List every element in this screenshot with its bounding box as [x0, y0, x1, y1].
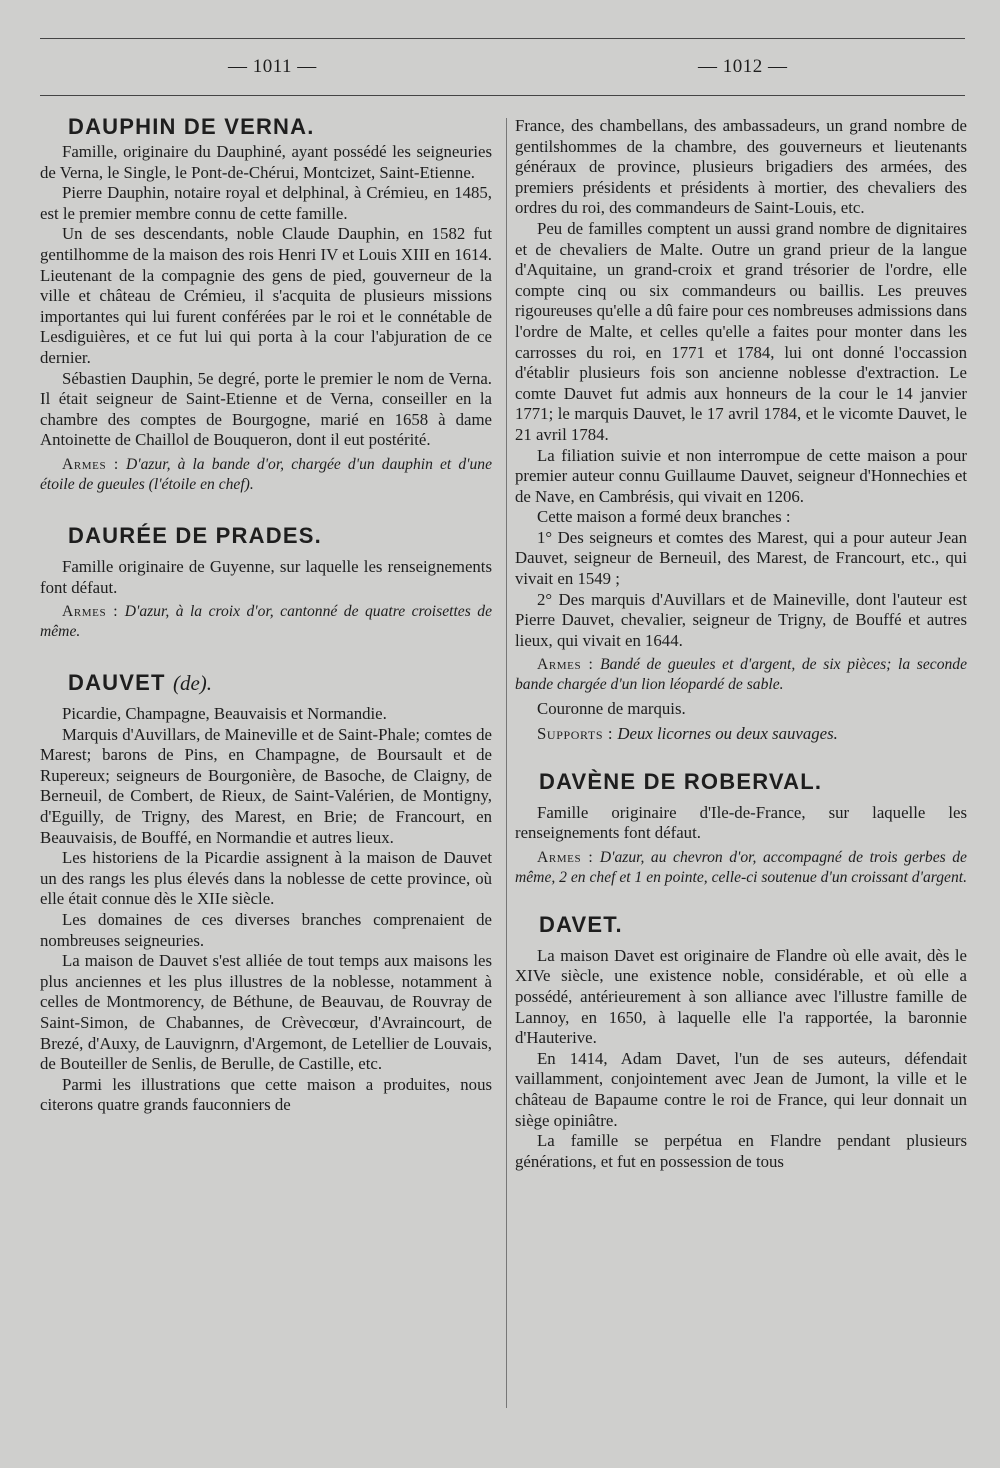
entry-title-name: DAUVET	[68, 670, 166, 696]
entry-title-particle: (de).	[172, 671, 213, 696]
paragraph: Les historiens de la Picardie assignent à la maison de Dauvet un des rangs les plus élevés dans la noblesse de cette province, où elle était connue dès le XIIe siècle.	[40, 848, 492, 909]
header-rule-top	[40, 38, 965, 39]
paragraph: Pierre Dauphin, notaire royal et delphinal, à Crémieu, en 1485, est le premier membre connu de cette famille.	[40, 183, 492, 223]
paragraph: Famille, originaire du Dauphiné, ayant possédé les seigneuries de Verna, le Single, le Pont-de-Chérui, Montcizet, Saint-Etienne.	[40, 142, 492, 182]
paragraph: En 1414, Adam Davet, l'un de ses auteurs, défendait vaillamment, conjointement avec Jean de Jumont, la ville et le château de Bapaume contre le roi de France, qui leur donnait un siège opiniâtre.	[515, 1048, 967, 1130]
paragraph: 2° Des marquis d'Auvillars et de Maineville, dont l'auteur est Pierre Dauvet, chevalier, seigneur de Trigny, de Bouffé et autres lieux, qui vivait en 1644.	[515, 589, 967, 650]
arms-label: Armes :	[62, 455, 119, 473]
left-column	[40, 112, 492, 1116]
arms-label: Armes :	[62, 603, 119, 621]
paragraph: La filiation suivie et non interrompue de cette maison a pour premier auteur connu Guillaume Dauvet, seigneur d'Honnechies et de Nave, en Cambrésis, qui vivait en 1206.	[515, 445, 967, 506]
paragraph: La maison Davet est originaire de Flandre où elle avait, dès le XIVe siècle, une existence noble, considérable, et où elle a possédé, antérieurement à son alliance avec l'illustre famille de Lannoy, en 1650, à laquelle elle l'a rapportée, la baronnie d'Hauterive.	[515, 945, 967, 1048]
paragraph: Marquis d'Auvillars, de Maineville et de Saint-Phale; comtes de Marest; barons de Pins, en Champagne, de Boursault et de Rupereux; seigneurs de Bourgonière, de Basoche, de Claigny, de Berneuil, de Combert, de Rieux, de Saint-Valérien, de Montigny, d'Eguilly, de Trigny, des Marest, en Brie; de Francourt, en Beauvaisis, de Bouffé, en Normandie et autres lieux.	[40, 724, 492, 847]
paragraph: Les domaines de ces diverses branches comprenaient de nombreuses seigneuries.	[40, 910, 492, 950]
entry-davene-de-roberval	[515, 767, 967, 888]
entry-dauvet	[40, 668, 492, 1116]
entry-title: DAUPHIN DE VERNA.	[68, 114, 315, 139]
column-divider	[506, 118, 507, 1408]
entry-title: DAVET.	[539, 911, 623, 937]
paragraph: Peu de familles comptent un aussi grand nombre de dignitaires et de chevaliers de Malte. Outre un grand prieur de la langue d'Aquitaine, un grand-croix et grand trésorier de l'ordre, elle compte cinq ou six commandeurs ou baillis. Les preuves rigoureuses qu'elle a dû faire pour ces nombreuses admissions dans l'ordre de Malte, et celles qu'elle a faites pour monter dans les carrosses du roi, en 1771 et 1784, lui ont donné l'occassion d'établir plusieurs fois son ancienne noblesse d'extraction. Le comte Dauvet fut admis aux honneurs de la cour le 14 janvier 1771; le marquis Dauvet, le 17 avril 1784, et le vicomte Dauvet, le 21 avril 1784.	[515, 218, 967, 444]
page-number-right: — 1012 —	[698, 56, 788, 77]
header-rule-bottom	[40, 95, 965, 96]
entry-davet	[515, 910, 967, 1173]
paragraph: Famille originaire de Guyenne, sur laquelle les renseignements font défaut.	[40, 556, 492, 597]
arms-text: D'azur, à la croix d'or, cantonné de quatre croisettes de même.	[40, 603, 492, 641]
arms-label: Armes :	[537, 656, 594, 674]
supports-label: Supports :	[537, 724, 614, 744]
paragraph: Sébastien Dauphin, 5e degré, porte le premier le nom de Verna. Il était seigneur de Saint-Etienne et de Verna, conseiller en la chambre des comptes de Bourgogne, marié en 1658 à dame Antoinette de Chaillol de Bouqueron, dont il eut postérité.	[40, 368, 492, 450]
arms-text: D'azur, à la bande d'or, chargée d'un dauphin et d'une étoile de gueules (l'étoile en chef).	[40, 455, 492, 493]
supports-text: Deux licornes ou deux sauvages.	[617, 724, 838, 744]
supports-note	[515, 724, 967, 745]
crown-note: Couronne de marquis.	[537, 699, 686, 719]
arms-text: D'azur, au chevron d'or, accompagné de trois gerbes de même, 2 en chef et 1 en pointe, celle-ci soutenue d'un croissant d'argent.	[515, 848, 967, 886]
paragraph: Picardie, Champagne, Beauvaisis et Normandie.	[62, 704, 387, 724]
paragraph: Famille originaire d'Ile-de-France, sur laquelle les renseignements font défaut.	[515, 802, 967, 843]
paragraph-continued: France, des chambellans, des ambassadeurs, un grand nombre de gentilshommes de la chambre, des gouverneurs et lieutenants généraux de province, plusieurs brigadiers des armées, des premiers présidents et présidents à mortier, des chevaliers des ordres du roi, des commandeurs de Saint-Louis, etc.	[515, 116, 967, 218]
arms-label: Armes :	[537, 848, 594, 866]
entry-title: DAVÈNE DE ROBERVAL.	[539, 768, 823, 794]
right-column	[515, 116, 967, 1172]
paragraph: La famille se perpétua en Flandre pendant plusieurs générations, et fut en possession de tous	[515, 1131, 967, 1171]
page-number-left: — 1011 —	[228, 56, 317, 77]
arms-blazon	[40, 602, 492, 642]
entry-dauphin-de-verna	[40, 112, 492, 495]
paragraph: 1° Des seigneurs et comtes des Marest, qui a pour auteur Jean Dauvet, seigneur de Berneuil, des Marest, de Francourt, etc., qui vivait en 1549 ;	[515, 527, 967, 589]
entry-title	[68, 668, 492, 698]
entry-dauree-de-prades	[40, 521, 492, 642]
paragraph: Parmi les illustrations que cette maison a produites, nous citerons quatre grands fauconniers de	[40, 1074, 492, 1115]
arms-blazon	[515, 848, 967, 888]
arms-blazon	[40, 455, 492, 495]
arms-text: Bandé de gueules et d'argent, de six pièces; la seconde bande chargée d'un lion léopardé de sable.	[515, 656, 968, 694]
paragraph: Un de ses descendants, noble Claude Dauphin, en 1582 fut gentilhomme de la maison des rois Henri IV et Louis XIII en 1614. Lieutenant de la compagnie des gens de pied, gouverneur de la ville et château de Crémieu, il s'acquita de plusieurs missions importantes qui lui furent conférées par le roi et le connétable de Lesdiguières, et ce fut lui qui porta à la cour l'abjuration de ce dernier.	[40, 224, 492, 367]
arms-blazon	[515, 655, 967, 695]
entry-title: DAURÉE DE PRADES.	[68, 522, 322, 548]
paragraph: La maison de Dauvet s'est alliée de tout temps aux maisons les plus anciennes et les plus illustres de la noblesse, notamment à celles de Montmorency, de Béthune, de Beauvau, de Rouvray de Saint-Simon, de Chabannes, de Crèvecœur, d'Avraincourt, de Brezé, d'Auxy, de Lauvignrn, d'Argemont, de Letellier de Louvais, de Bouteiller de Senlis, de Berulle, de Castille, etc.	[40, 951, 492, 1074]
paragraph: Cette maison a formé deux branches :	[537, 507, 791, 527]
